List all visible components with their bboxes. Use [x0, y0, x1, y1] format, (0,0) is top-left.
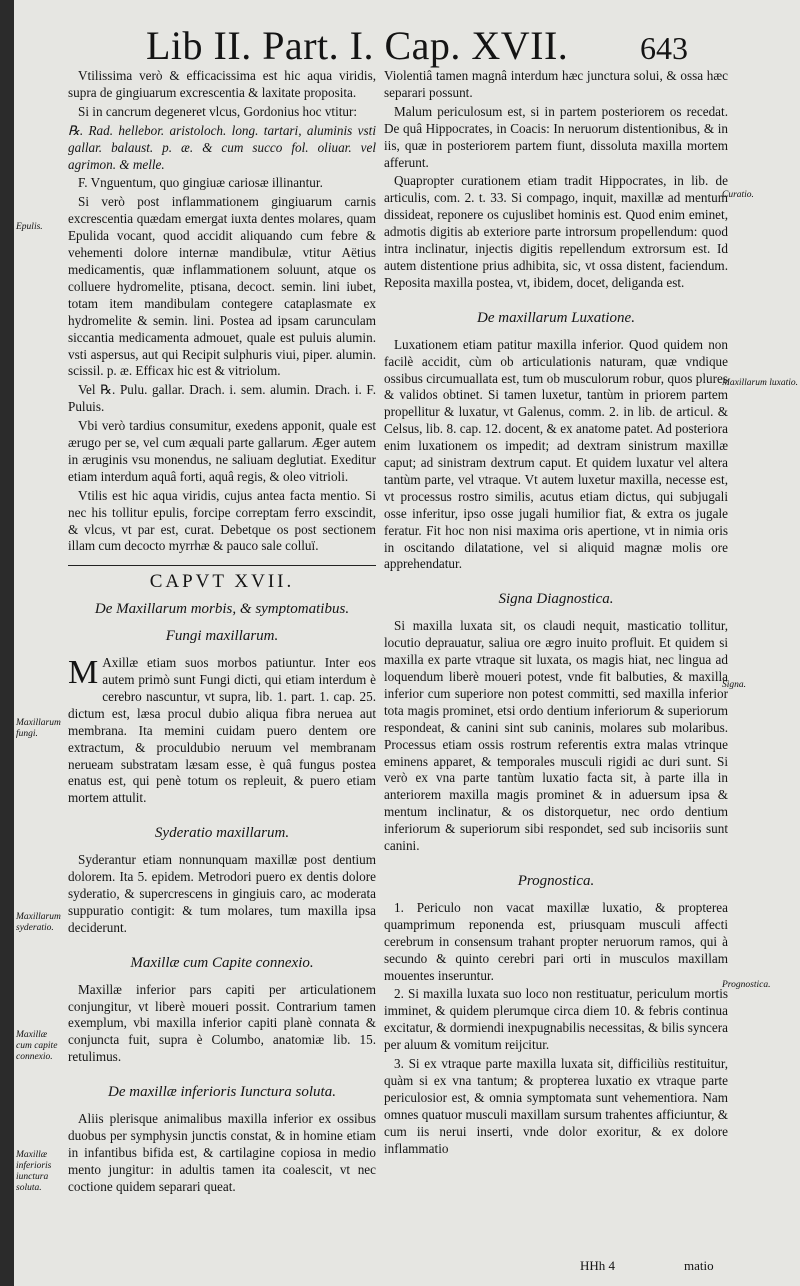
- catchword: matio: [684, 1258, 714, 1273]
- margin-note-prognostica: Prognostica.: [722, 980, 771, 990]
- page-footer: [384, 1258, 728, 1278]
- paragraph-iunctura: Aliis plerisque animalibus maxilla inferior ex ossibus duobus per symphysin junctis constat, & in homine etiam in infantibus bifida est, & cartilagine copiosa in medio mento jungitur: in adultis tamen ita coalescit, vt nec coctione quidem separari queat.: [68, 1111, 376, 1194]
- paragraph: Violentiâ tamen magnâ interdum hæc junctura solui, & ossa hæc separari possunt.: [384, 68, 728, 100]
- left-column: [68, 68, 376, 1198]
- margin-note-signa: Signa.: [722, 680, 747, 690]
- book-page: [14, 0, 800, 1286]
- paragraph: Quapropter curationem etiam tradit Hippocrates, in lib. de articulis, com. 2. t. 33. Si compago, inquit, maxillæ ad mentum dissideat, reponere os cujuslibet hominis est. Quod enim eminet, admotis digitis ab exteriore parte introrsum propellendum: quod intra inclinatur, injectis digitis repellendum extrorsum est. Id autem distentione prius adhibita, sic, vt ossa distent, faciendum. Reposita maxilla postea, vt, ibidem, docet, deliganda est.: [384, 173, 728, 290]
- drop-cap: M: [68, 654, 99, 692]
- paragraph: Vtilis est hic aqua viridis, cujus antea facta mentio. Si nec his tollitur epulis, forcipe correptam ferro exscindit, & vlcus, vt par est, curat. Debetque os post sectionem illam cum decocto myrrhæ & pauco sale colluï.: [68, 487, 376, 554]
- chapter-title: CAPVT XVII.: [149, 571, 295, 593]
- paragraph: Vbi verò tardius consumitur, exedens apponit, quale est ærugo per se, vel cum æquali parte gallarum. Æger autem in æruginis vsu monendus, ne saliuam deglutiat. Exeditur etiam interdum aquâ forti, aquâ regis, & oleo vitrioli.: [68, 418, 376, 484]
- paragraph-diagnostica: Si maxilla luxata sit, os claudi nequit, masticatio tollitur, locutio deprauatur, saliua ore ægro inuito profluit. Et quidem si maxilla ex parte vtraque sit luxata, os magis hiat, nec lingua ad loquendum liberè moueri potest, vnde fit balbuties, & maxilla inferior cum superiore non potest committi, sed maxilla inferior tota magis prominet, etsi ordo dentium inferiorum & superiorum respondeat, & canini sint sub caninis, molares sub molaribus. Processus etiam ossis rostrum referentis extra malas vtrinque eminens apparet, & temporales musculi rigidi ac duri sunt. Si verò ex vna parte tantùm luxatio facta sit, à parte illa in anteriorem maxilla magis prominet & in aduersum ipsa & mentum inclinatur, & os distorquetur, nec ordo dentium inferiorum & superiorum sibi respondet, sed sub incisoriis sunt canini.: [384, 618, 728, 854]
- margin-note-syderatio: Maxillarum syderatio.: [16, 912, 61, 933]
- signature-mark: HHh 4: [580, 1258, 616, 1273]
- prescription: ℞. Rad. hellebor. aristoloch. long. tartari, aluminis vsti gallar. balaust. p. æ. & cum succo fol. oliuar. vel agrimon. & melle.: [68, 122, 376, 172]
- margin-note-connexio: Maxillæ cum capite connexio.: [16, 1030, 58, 1062]
- paragraph: Vtilissima verò & efficacissima est hic aqua viridis, supra de gingiuarum excrescentia & laxitate proposita.: [68, 68, 376, 100]
- prognostic-item: 1. Periculo non vacat maxillæ luxatio, & propterea quamprimum reponenda est, priusquam musculi affecti cerebrum in consensum trahant propter neruorum ramos, qui à secundo & quinto cerebri pari orti in musculos maxillam mouentes inseruntur.: [384, 899, 728, 983]
- paragraph-luxatio: Luxationem etiam patitur maxilla inferior. Quod quidem non facilè accidit, cùm ob articulationis naturam, quæ vndique ossibus circumuallata est, tum ob musculorum robur, quos plures & validos obtinet. Si tamen luxetur, tantùm in priorem partem propellitur & luxatur, vt Galenus, comm. 2. in lib. de articul. & Celsus, lib. 8. cap. 12. docent, & ex anatome patet. Ad posteriora enim luxationem os impedit; ad dextram sinistrum maxillæ caput; ad sinistram dextrum caput. Et quidem luxatur vel altera tantùm parte, vel vtraque. Vt autem luxetur maxilla, necesse est, vt processus rostro similis, acutus etiam dictus, qui subjugali osse inferitur, ipso osse jugali humilior fiat, & extra os jugale feratur. Fit hoc non nisi maxima oris apertione, vt in nimia oris in oscitando dilatatione, vel si aliquid magnæ molis ore apprehendatur.: [384, 336, 728, 572]
- running-title: Lib II. Part. I. Cap. XVII.: [146, 23, 569, 68]
- paragraph: Si verò post inflammationem gingiuarum carnis excrescentia quædam emergat iuxta dentes molares, quam Epulida vocant, quod accidit aliquando cum febre & vehementi dolore internæ mandibulæ, vtitur Aëtius medicamentis, quæ inflammationem soluunt, atque os colluere hydromelite, ptisana, decoct. semin. lini iubet, totam item mandibulam contegere cataplasmate ex hydromelite & semin. lini. Postea ad ipsam carunculam siccantia medicamenta admouet, quale est puluis alumin. vsti aspersus, aut qui Recipit sulphuris viui, piper. alumin. scissil. p. æ. Efficax hic est & vitriolum.: [68, 194, 376, 379]
- page-number: 643: [640, 30, 688, 66]
- margin-note-epulis: Epulis.: [16, 222, 43, 232]
- paragraph-connexio: Maxillæ inferior pars capiti per articulationem conjungitur, vt liberè moueri possit. Contrarium tamen exemplum, vbi maxilla inferior capiti planè connata & conjuncta fuit, supra è Columbo, anatomiæ lib. 15. retulimus.: [68, 981, 376, 1065]
- margin-note-luxatio: Maxillarum luxatio.: [722, 378, 798, 388]
- prognostic-item: 3. Si ex vtraque parte maxilla luxata sit, difficiliùs restituitur, quàm si ex vna tantum; & propterea luxatio ex vtraque parte periculosior est, & omnia symptomata sunt vehementiora. Nam omnes quatuor musculi maxillam sursum trahentes afficiuntur, & cum iis nerui inserti, vnde dolor exoritur, & ex dolore inflammatio: [384, 1056, 728, 1156]
- chapter-subtitle: De Maxillarum morbis, & symptomatibus.: [94, 601, 350, 618]
- section-heading-iunctura: De maxillæ inferioris Iunctura soluta.: [108, 1084, 336, 1101]
- paragraph-text: Axillæ etiam suos morbos patiuntur. Inter eos autem primò sunt Fungi dicti, qui etiam interdum è cerebro nascuntur, vt supra, lib. 1. part. 1. cap. 25. dictum est, læsa procul dubio aliqua fibra neruea aut membrana. Ita memini cuidam puero dentem ore extractum, & proculdubio neruum vel membranam nerueam substratam læsam esse, è quâ fungus postea enatus est, qui penè totum os repleuit, & puero etiam mortem attulit.: [68, 655, 376, 806]
- right-column: [384, 68, 728, 1159]
- paragraph: F. Vnguentum, quo gingiuæ cariosæ illinantur.: [78, 175, 323, 191]
- section-heading-luxatio: De maxillarum Luxatione.: [477, 309, 635, 326]
- paragraph: Si in cancrum degeneret vlcus, Gordonius hoc vtitur:: [78, 103, 358, 119]
- paragraph: Malum periculosum est, si in partem posteriorem os recedat. De quâ Hippocrates, in Coacis: In neruorum distentionibus, & in iis, quæ in posteriorem partem fiunt, dissoluta maxilla mortem afferunt.: [384, 103, 728, 170]
- prognostic-item: 2. Si maxilla luxata suo loco non restituatur, periculum mortis imminet, & quidem plerumque circa diem 10. & febris continua excitatur, & dormiendi inexpugnabilis necessitas, & bilis syncera per aluum & vomitum reijcitur.: [384, 986, 728, 1053]
- section-heading-diagnostica: Signa Diagnostica.: [498, 591, 614, 608]
- margin-note-iunctura: Maxillæ inferioris iunctura soluta.: [16, 1150, 52, 1193]
- section-heading-syderatio: Syderatio maxillarum.: [154, 825, 290, 842]
- margin-note-curatio: Curatio.: [722, 190, 754, 200]
- section-heading-connexio: Maxillæ cum Capite connexio.: [130, 954, 314, 971]
- paragraph-fungi: [68, 655, 376, 807]
- section-heading-fungi: Fungi maxillarum.: [165, 628, 279, 645]
- prescription: Vel ℞. Pulu. gallar. Drach. i. sem. alumin. Drach. i. F. Puluis.: [68, 382, 376, 415]
- section-rule: [68, 565, 376, 566]
- margin-note-fungi: Maxillarum fungi.: [16, 718, 61, 739]
- section-heading-prognostica: Prognostica.: [517, 872, 595, 889]
- page-header: [14, 0, 800, 68]
- paragraph-syderatio: Syderantur etiam nonnunquam maxillæ post dentium dolorem. Ita 5. epidem. Metrodori puero ex dentis dolore syderatio, & supercrescens in gingiuis caro, ac moderata suppuratio contigit: & tum molares, tum maxilla ipsa deciderunt.: [68, 852, 376, 935]
